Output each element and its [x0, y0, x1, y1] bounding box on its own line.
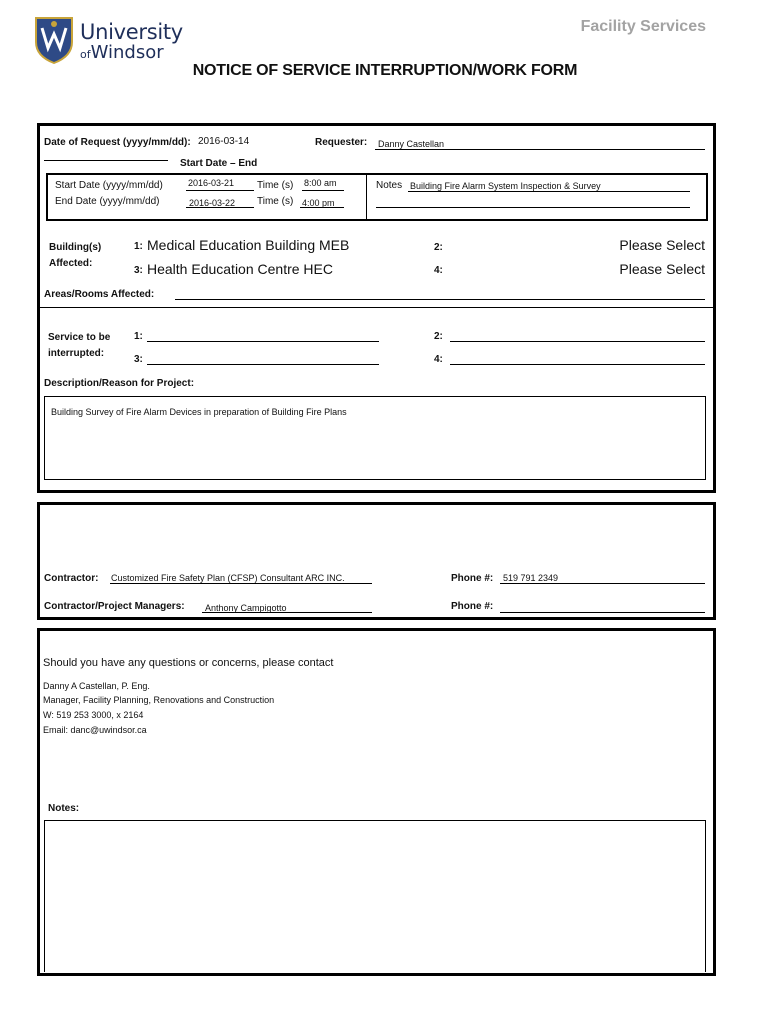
logo-university-text: University — [80, 20, 183, 44]
service-label: Service to be — [48, 332, 111, 343]
end-time-field[interactable] — [300, 197, 344, 208]
building-1-number: 1: — [134, 241, 143, 252]
requester-field[interactable] — [375, 139, 705, 150]
service-4-number: 4: — [434, 354, 443, 365]
start-end-heading: Start Date – End — [180, 158, 258, 169]
logo-windsor-text — [80, 42, 164, 63]
contact-phone: W: 519 253 3000, x 2164 — [43, 710, 144, 720]
start-time-label: Time (s) — [257, 180, 294, 191]
date-of-request-value[interactable]: 2016-03-14 — [198, 136, 250, 147]
service-3-number: 3: — [134, 354, 143, 365]
building-2-select[interactable]: Please Select — [619, 237, 705, 253]
service-1-field[interactable] — [147, 331, 379, 342]
contractor-field[interactable] — [110, 573, 372, 584]
start-date-field[interactable] — [186, 180, 254, 191]
contact-name: Danny A Castellan, P. Eng. — [43, 681, 150, 691]
service-1-number: 1: — [134, 331, 143, 342]
contractor-phone-field[interactable] — [500, 573, 705, 584]
end-date-value: 2016-03-22 — [189, 198, 236, 208]
department-name: Facility Services — [580, 18, 706, 35]
description-textarea[interactable] — [44, 396, 706, 480]
building-4-number: 4: — [434, 265, 443, 276]
contractor-label: Contractor: — [44, 573, 99, 584]
building-1-select[interactable]: Medical Education Building MEB — [147, 237, 350, 253]
requester-value: Danny Castellan — [378, 139, 445, 149]
contractor-phone-label: Phone #: — [451, 573, 494, 584]
contact-intro: Should you have any questions or concerns, please contact — [43, 657, 334, 669]
notes-field[interactable] — [408, 181, 690, 192]
areas-rooms-label: Areas/Rooms Affected: — [44, 289, 155, 300]
manager-phone-label: Phone #: — [451, 601, 494, 612]
contractor-value: Customized Fire Safety Plan (CFSP) Consultant ARC INC. — [111, 573, 345, 583]
date-of-request-label: Date of Request (yyyy/mm/dd): — [44, 137, 191, 148]
form-title: NOTICE OF SERVICE INTERRUPTION/WORK FORM — [192, 62, 578, 79]
end-time-value: 4:00 pm — [302, 198, 335, 208]
buildings-label: Building(s) — [49, 242, 102, 253]
end-date-field[interactable] — [186, 197, 254, 208]
service-2-number: 2: — [434, 331, 443, 342]
description-label: Description/Reason for Project: — [44, 378, 195, 389]
notes-field-line2[interactable] — [376, 197, 690, 208]
description-value: Building Survey of Fire Alarm Devices in preparation of Building Fire Plans — [51, 407, 347, 417]
logo-windsor-word: Windsor — [90, 42, 164, 63]
start-time-value: 8:00 am — [304, 178, 337, 188]
end-date-label: End Date (yyyy/mm/dd) — [55, 196, 160, 207]
contractor-phone-value: 519 791 2349 — [503, 573, 559, 583]
building-4-select[interactable]: Please Select — [619, 261, 705, 277]
project-managers-field[interactable] — [202, 602, 372, 613]
service-2-field[interactable] — [450, 331, 705, 342]
end-time-label: Time (s) — [257, 196, 294, 207]
start-date-label: Start Date (yyyy/mm/dd) — [55, 180, 163, 191]
dates-divider — [366, 173, 367, 221]
project-managers-label: Contractor/Project Managers: — [44, 601, 185, 612]
service-3-field[interactable] — [147, 354, 379, 365]
notes-value: Building Fire Alarm System Inspection & Survey — [410, 181, 601, 191]
notes-label: Notes — [376, 180, 403, 191]
project-managers-value: Anthony Campigotto — [205, 603, 287, 613]
requester-label: Requester: — [315, 137, 368, 148]
request-underline — [44, 160, 168, 161]
buildings-label-2: Affected: — [49, 258, 93, 269]
service-4-field[interactable] — [450, 354, 705, 365]
start-time-field[interactable] — [302, 180, 344, 191]
notes-section-label: Notes: — [48, 803, 80, 814]
contact-role: Manager, Facility Planning, Renovations and Construction — [43, 695, 275, 705]
service-label-2: interrupted: — [48, 348, 105, 359]
building-3-number: 3: — [134, 265, 143, 276]
divider-line — [37, 307, 716, 308]
areas-rooms-field[interactable] — [175, 289, 705, 300]
contact-email[interactable]: Email: danc@uwindsor.ca — [43, 725, 147, 735]
manager-phone-field[interactable] — [500, 602, 705, 613]
building-2-number: 2: — [434, 242, 443, 253]
logo-of-text: of — [80, 48, 91, 61]
building-3-select[interactable]: Health Education Centre HEC — [147, 261, 333, 277]
start-date-value: 2016-03-21 — [188, 178, 235, 188]
notes-textarea[interactable] — [44, 820, 706, 972]
university-shield-logo-icon — [34, 16, 74, 64]
